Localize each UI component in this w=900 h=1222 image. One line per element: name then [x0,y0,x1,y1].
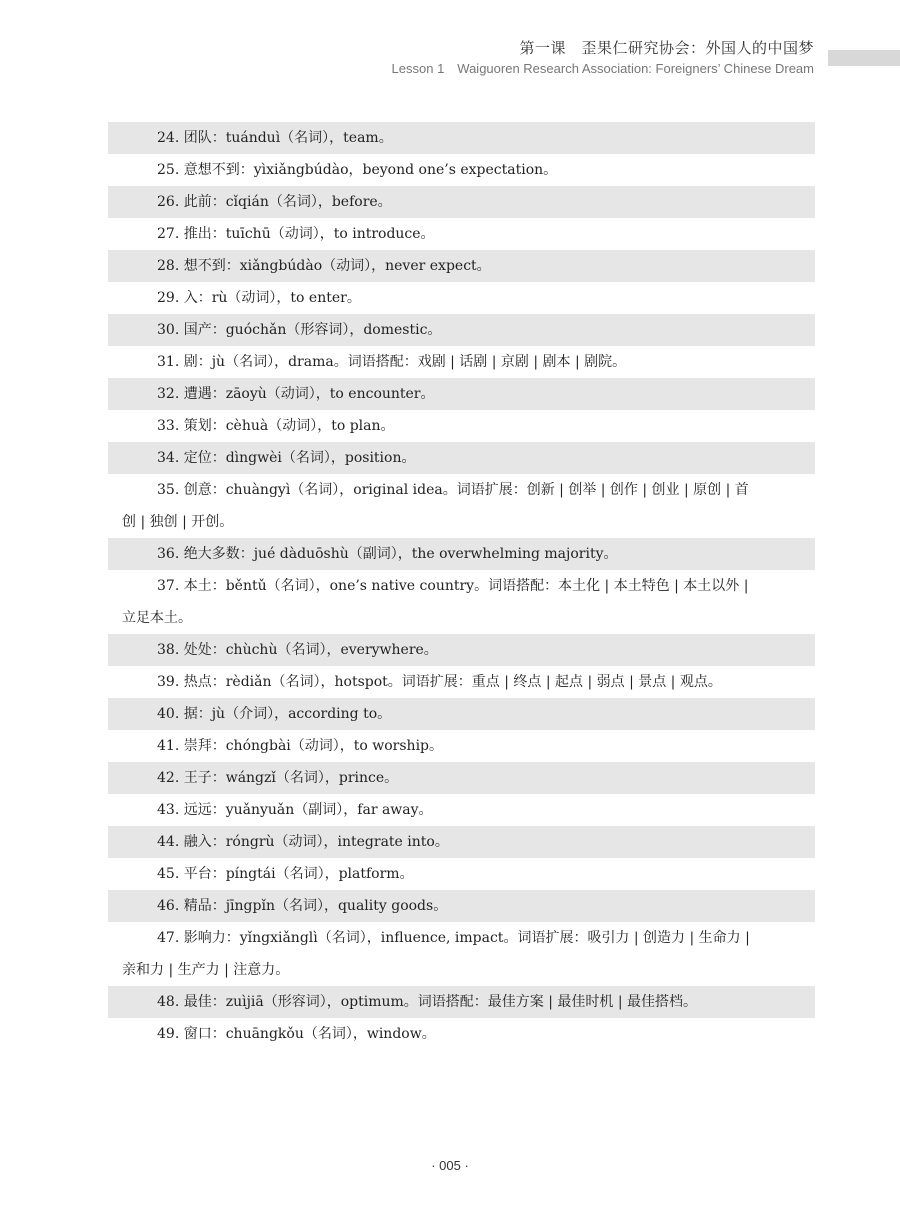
vocab-entry-text: 48. 最佳：zuìjiā（形容词），optimum。词语搭配：最佳方案 | 最佳时机 | 最佳搭档。 [157,994,698,1010]
vocab-entry [108,1018,815,1050]
vocab-entry-text: 33. 策划：cèhuà（动词），to plan。 [157,418,395,434]
vocab-entry-text: 31. 剧：jù（名词），drama。词语搭配：戏剧 | 话剧 | 京剧 | 剧本 | 剧院。 [157,354,627,370]
vocab-entry-text: 35. 创意：chuàngyì（名词），original idea。词语扩展：创新 | 创举 | 创作 | 创业 | 原创 | 首 [157,482,749,498]
vocab-entry-text: 30. 国产：guóchǎn（形容词），domestic。 [157,322,442,338]
vocab-entry [108,826,815,858]
vocab-entry [108,986,815,1018]
vocab-entry-text: 37. 本土：běntǔ（名词），one’s native country。词语搭配：本土化 | 本土特色 | 本土以外 | [157,578,749,594]
vocab-entry-continuation: 亲和力 | 生产力 | 注意力。 [122,962,290,978]
vocab-entry [108,922,815,986]
vocab-entry [108,250,815,282]
vocab-entry-text: 38. 处处：chùchù（名词），everywhere。 [157,642,438,658]
corner-tab-decoration [828,50,900,66]
vocab-entry-text: 24. 团队：tuánduì（名词），team。 [157,130,393,146]
vocab-entry-text: 41. 崇拜：chóngbài（动词），to worship。 [157,738,444,754]
vocab-entry [108,186,815,218]
vocab-entry [108,634,815,666]
vocab-entry [108,762,815,794]
vocab-entry [108,122,815,154]
vocab-entry [108,858,815,890]
vocab-entry-text: 43. 远远：yuǎnyuǎn（副词），far away。 [157,802,433,818]
vocab-entry-text: 45. 平台：píngtái（名词），platform。 [157,866,414,882]
vocab-entry [108,154,815,186]
vocab-entry [108,218,815,250]
vocab-entry-text: 34. 定位：dìngwèi（名词），position。 [157,450,416,466]
vocabulary-list [108,122,815,1050]
header-title-en: Lesson 1 Waiguoren Research Association: Foreigners’ Chinese Dream [391,61,814,76]
vocab-entry [108,666,815,698]
vocab-entry [108,570,815,634]
running-header [392,38,814,78]
vocab-entry-text: 25. 意想不到：yìxiǎngbúdào，beyond one’s expectation。 [157,162,558,178]
vocab-entry [108,378,815,410]
vocab-entry-text: 29. 入：rù（动词），to enter。 [157,290,361,306]
vocab-entry [108,346,815,378]
vocab-entry [108,730,815,762]
vocab-entry-text: 27. 推出：tuīchū（动词），to introduce。 [157,226,435,242]
vocab-entry-text: 44. 融入：róngrù（动词），integrate into。 [157,834,449,850]
vocab-entry [108,442,815,474]
page-number: · 005 · [431,1158,469,1173]
vocab-entry [108,410,815,442]
vocab-entry [108,794,815,826]
vocab-entry-text: 28. 想不到：xiǎngbúdào（动词），never expect。 [157,258,491,274]
vocab-entry-text: 49. 窗口：chuāngkǒu（名词），window。 [157,1026,436,1042]
vocab-entry [108,538,815,570]
vocab-entry [108,314,815,346]
vocab-entry-text: 36. 绝大多数：jué dàduōshù（副词），the overwhelming majority。 [157,546,618,562]
vocab-entry-text: 46. 精品：jīngpǐn（名词），quality goods。 [157,898,448,914]
vocab-entry-text: 32. 遭遇：zāoyù（动词），to encounter。 [157,386,435,402]
vocab-entry-text: 42. 王子：wángzǐ（名词），prince。 [157,770,399,786]
vocab-entry [108,282,815,314]
vocab-entry-continuation: 立足本土。 [122,610,192,626]
vocab-entry-text: 39. 热点：rèdiǎn（名词），hotspot。词语扩展：重点 | 终点 | 起点 | 弱点 | 景点 | 观点。 [157,674,722,690]
vocab-entry-text: 40. 据：jù（介词），according to。 [157,706,392,722]
vocab-entry-text: 26. 此前：cǐqián（名词），before。 [157,194,392,210]
vocab-entry [108,474,815,538]
vocab-entry-text: 47. 影响力：yǐngxiǎnglì（名词），influence, impact。词语扩展：吸引力 | 创造力 | 生命力 | [157,930,750,946]
vocab-entry-continuation: 创 | 独创 | 开创。 [122,514,234,530]
header-title-zh: 第一课 歪果仁研究协会：外国人的中国梦 [519,39,814,57]
vocab-entry [108,698,815,730]
vocab-entry [108,890,815,922]
